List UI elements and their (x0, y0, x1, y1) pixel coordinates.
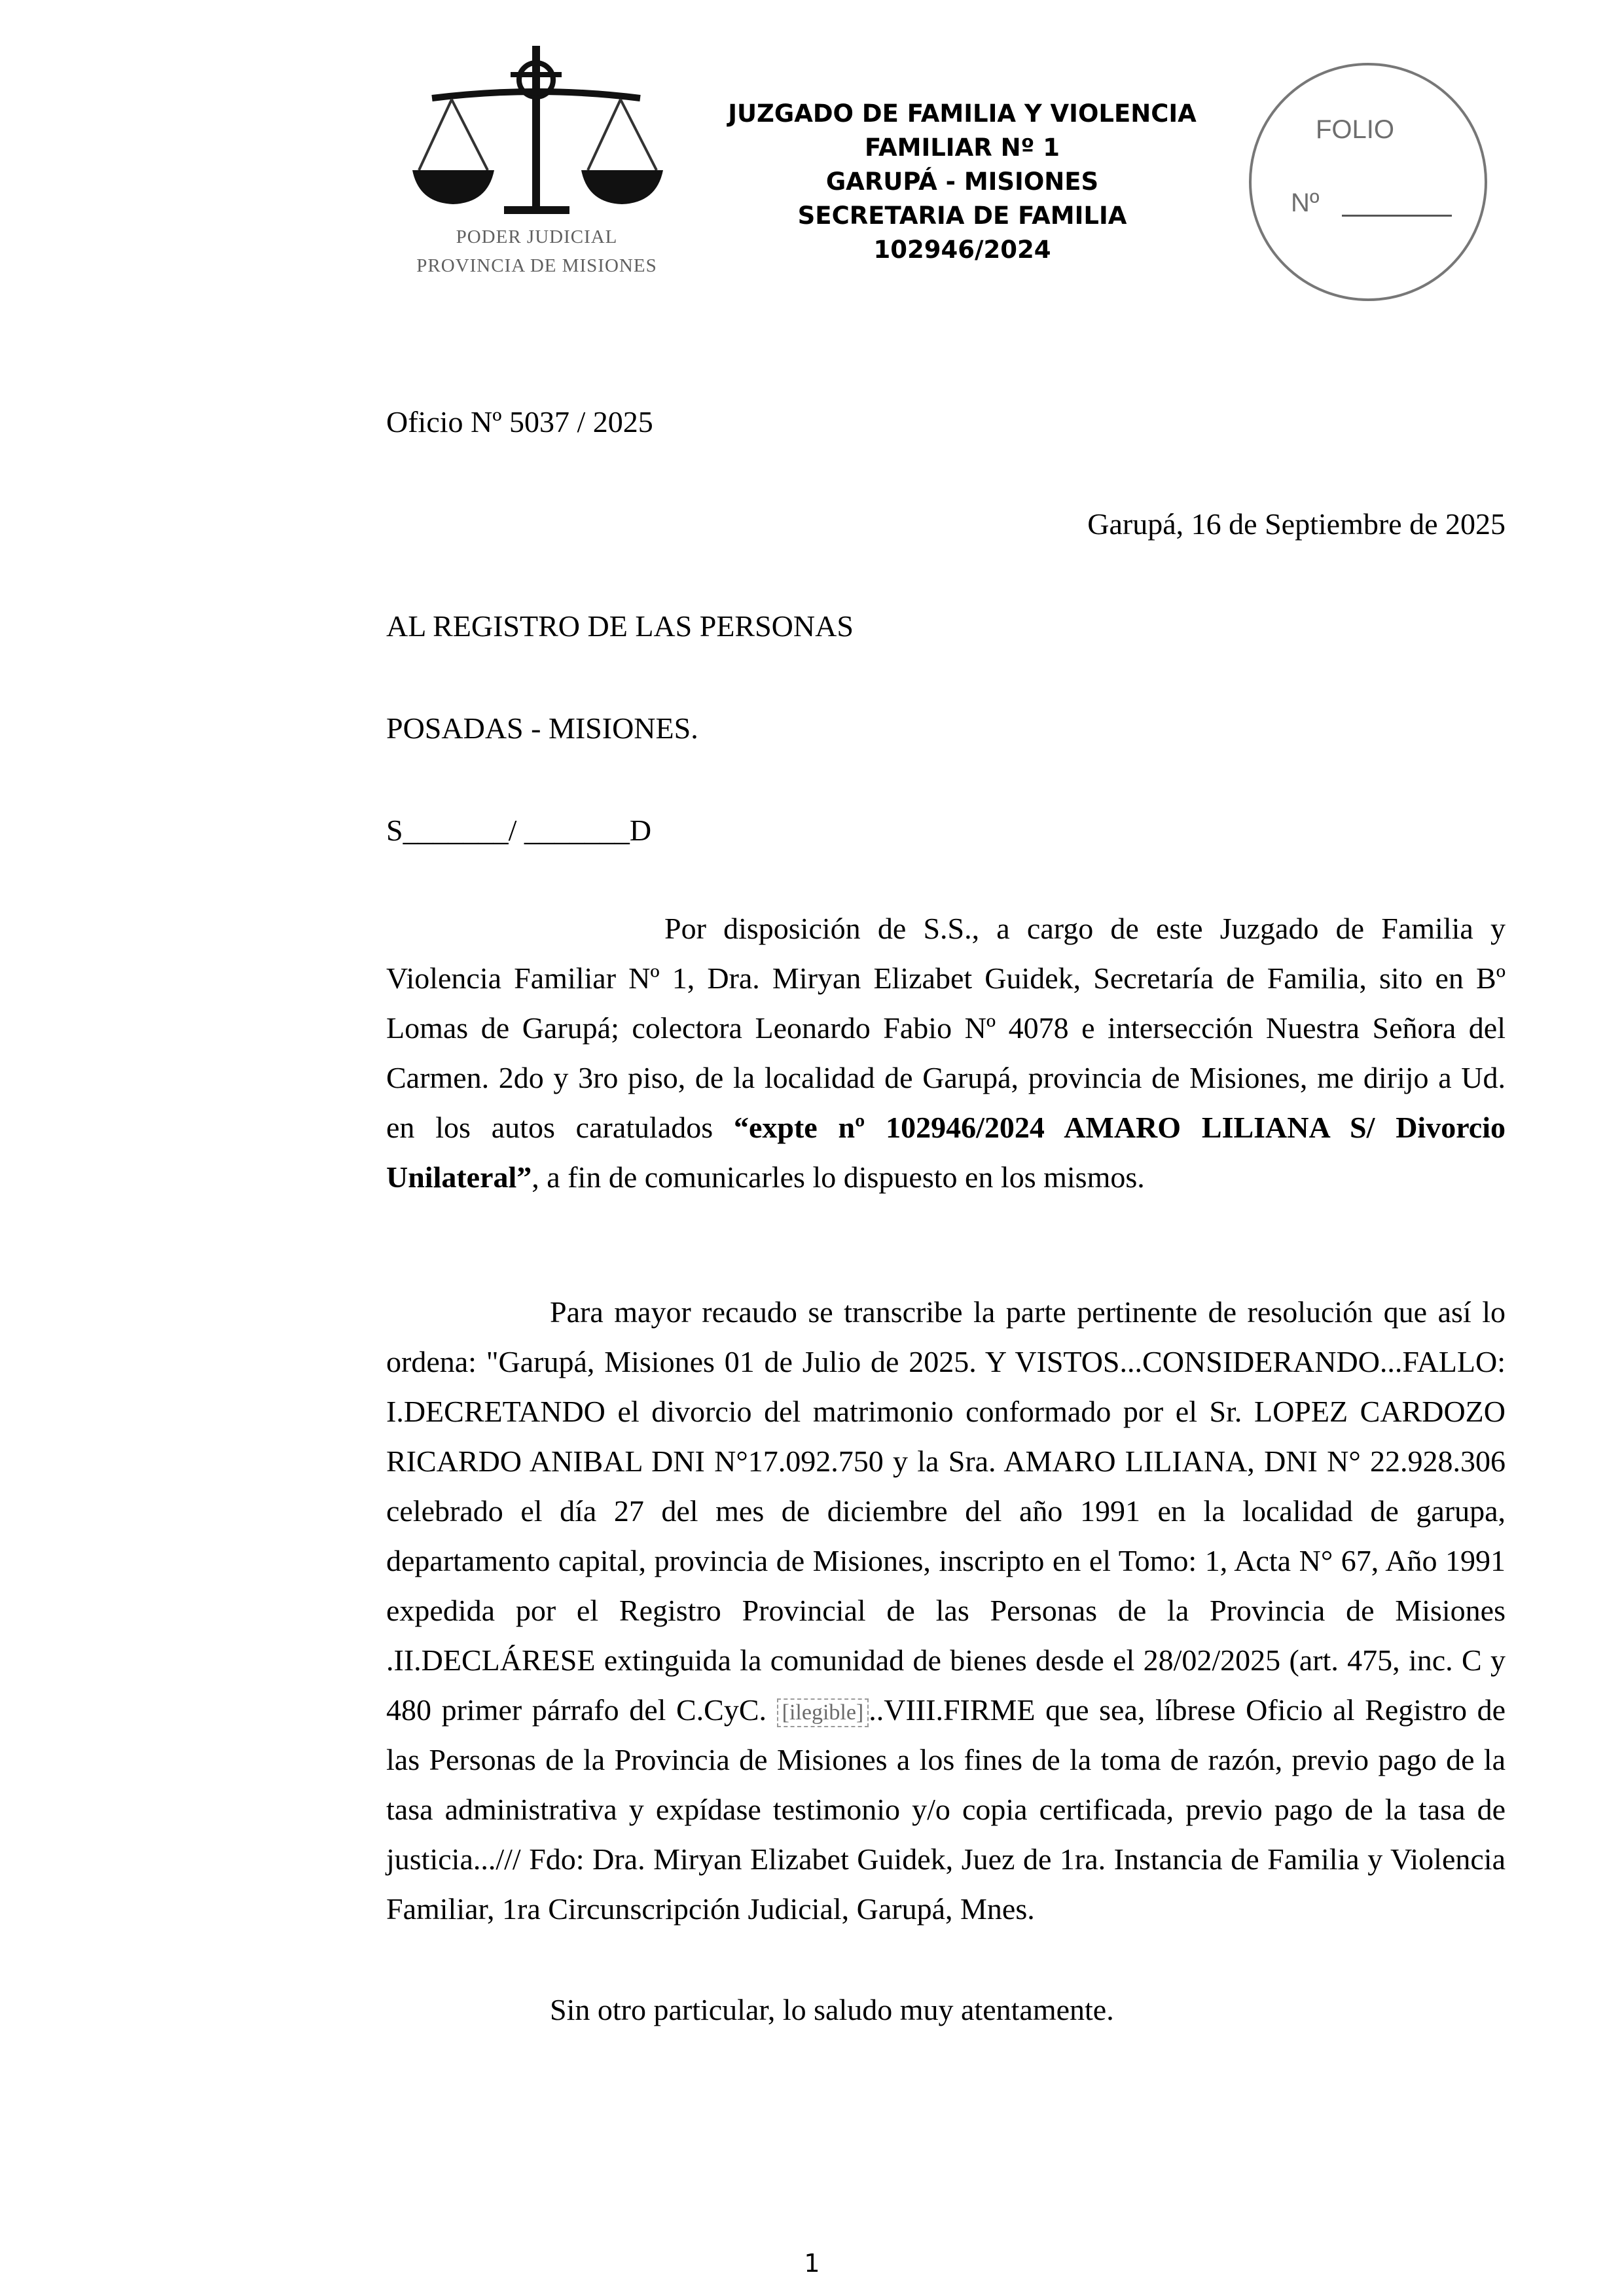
resolucion-text-part2: ..VIII.FIRME que sea, líbrese Oficio al Registro de las Personas de la Provincia de Misiones a los fines de la toma de razón, previo pago de la tasa administrativa y expídase testimonio y/o copia certificada, previo pago de la tasa de justicia.../// Fdo: Dra. Miryan Elizabet Guidek, Juez de 1ra. Instancia de Familia y Violencia Familiar, 1ra Circunscripción Judicial, Garupá, Mnes. (386, 1693, 1506, 1926)
paragraph-disposicion (386, 904, 1506, 1202)
illegible-fragment: [ilegible] (777, 1698, 869, 1727)
paragraph-resolucion (386, 1287, 1506, 1934)
recipient: AL REGISTRO DE LAS PERSONAS (386, 609, 854, 643)
resolucion-text-part1: Para mayor recaudo se transcribe la parte pertinente de resolución que así lo ordena: "Garupá, Misiones 01 de Julio de 2025. Y VISTOS...CONSIDERANDO...FALLO: I.DECRETANDO el divorcio del matrimonio conformado por el Sr. LOPEZ CARDOZO RICARDO ANIBAL DNI N°17.092.750 y la Sra. AMARO LILIANA, DNI N° 22.928.306 celebrado el día 27 del mes de diciembre del año 1991 en la localidad de garupa, departamento capital, provincia de Misiones, inscripto en el Tomo: 1, Acta N° 67, Año 1991 expedida por el Registro Provincial de las Personas de la Provincia de Misiones .II.DECLÁRESE extinguida la comunidad de bienes desde el 28/02/2025 (art. 475, inc. C y 480 primer párrafo del C.CyC. (386, 1295, 1506, 1727)
scales-of-justice-icon (406, 39, 668, 229)
paragraph-disposicion-text: Por disposición de S.S., a cargo de este Juzgado de Familia y Violencia Familiar Nº 1, Dra. Miryan Elizabet Guidek, Secretaría de Familia, sito en Bº Lomas de Garupá; colectora Leonardo Fabio Nº 4078 e intersección Nuestra Señora del Carmen. 2do y 3ro piso, de la localidad de Garupá, provincia de Misiones, me dirijo a Ud. en los autos caratulados (386, 912, 1506, 1144)
court-heading-line4: SECRETARIA DE FAMILIA (797, 202, 1127, 230)
court-heading-line1: JUZGADO DE FAMILIA Y VIOLENCIA (728, 99, 1197, 128)
page-number: 1 (804, 2249, 820, 2278)
court-heading-line2: FAMILIAR Nº 1 (864, 134, 1060, 162)
case-number: 102946/2024 (873, 236, 1051, 264)
logo-caption-line1: PODER JUDICIAL (456, 226, 618, 247)
folio-stamp-circle (1244, 58, 1492, 306)
recipient-city: POSADAS - MISIONES. (386, 711, 698, 745)
letter-date: Garupá, 16 de Septiembre de 2025 (1087, 507, 1506, 541)
salutation: S_______/ _______D (386, 814, 652, 847)
court-heading (681, 97, 1244, 267)
logo-caption-line2: PROVINCIA DE MISIONES (416, 255, 657, 276)
folio-stamp (1244, 58, 1492, 306)
oficio-number: Oficio Nº 5037 / 2025 (386, 405, 653, 439)
folio-title: FOLIO (1316, 115, 1395, 144)
folio-number-blank (1342, 215, 1452, 217)
folio-number-label: Nº (1291, 188, 1320, 217)
paragraph-disposicion-end: , a fin de comunicarles lo dispuesto en los mismos. (532, 1160, 1145, 1194)
court-heading-line3: GARUPÁ - MISIONES (825, 168, 1099, 196)
case-caption: “expte nº 102946/2024 AMARO LILIANA S/ Divorcio Unilateral” (386, 1111, 1506, 1194)
closing-line: Sin otro particular, lo saludo muy atentamente. (550, 1993, 1114, 2026)
judicial-seal-logo (406, 39, 668, 288)
